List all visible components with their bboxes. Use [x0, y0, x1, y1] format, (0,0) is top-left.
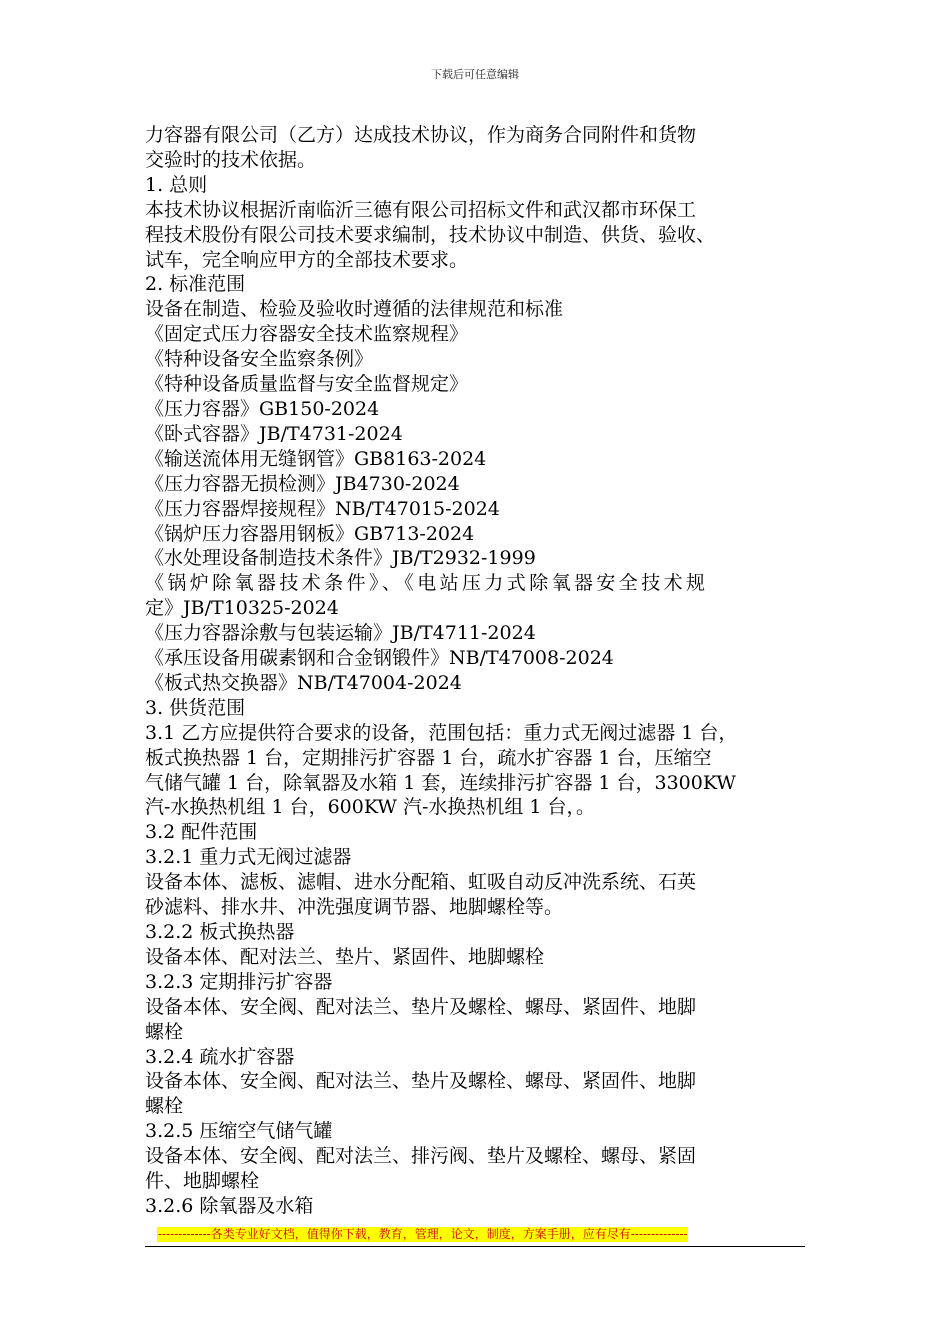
section-heading-general: 1. 总则 — [145, 173, 208, 196]
standard-item: 《压力容器无损检测》JB4730-2024 — [145, 472, 460, 495]
standard-item: 《特种设备安全监察条例》 — [145, 348, 374, 371]
subsection-heading: 3.2 配件范围 — [145, 821, 258, 844]
standard-item: 《板式热交换器》NB/T47004-2024 — [145, 671, 462, 694]
standard-item: 《水处理设备制造技术条件》JB/T2932-1999 — [145, 547, 536, 570]
standard-item: 《压力容器焊接规程》NB/T47015-2024 — [145, 497, 500, 520]
subsection-heading: 3.2.1 重力式无阀过滤器 — [145, 846, 352, 869]
subsection-heading: 3.2.3 定期排污扩容器 — [145, 970, 333, 993]
text-line: 程技术股份有限公司技术要求编制，技术协议中制造、供货、验收、 — [145, 223, 716, 246]
text-line: 试车，完全响应甲方的全部技术要求。 — [145, 248, 469, 271]
text-line: 件、地脚螺栓 — [145, 1170, 260, 1193]
subsection-heading: 3.2.5 压缩空气储气罐 — [145, 1120, 333, 1143]
text-line: 设备本体、安全阀、配对法兰、排污阀、垫片及螺栓、螺母、紧固 — [145, 1145, 697, 1168]
text-line: 设备本体、安全阀、配对法兰、垫片及螺栓、螺母、紧固件、地脚 — [145, 995, 697, 1018]
standard-item: 《压力容器》GB150-2024 — [145, 397, 380, 420]
section-heading-standards: 2. 标准范围 — [145, 273, 246, 296]
section-heading-supply: 3. 供货范围 — [145, 696, 246, 719]
subsection-heading: 3.2.6 除氧器及水箱 — [145, 1194, 314, 1217]
standard-item: 《锅炉除氧器技术条件》、《电站压力式除氧器安全技术规 — [145, 572, 709, 595]
standard-item: 《承压设备用碳素钢和合金钢锻件》NB/T47008-2024 — [145, 647, 614, 670]
standard-item: 定》JB/T10325-2024 — [145, 597, 339, 620]
text-line: 设备本体、滤板、滤帽、进水分配箱、虹吸自动反冲洗系统、石英 — [145, 871, 697, 894]
page-footer — [145, 1225, 805, 1247]
subsection-heading: 3.2.2 板式换热器 — [145, 921, 295, 943]
subsection-heading: 3.2.4 疏水扩容器 — [145, 1045, 295, 1068]
page-header-note: 下载后可任意编辑 — [431, 68, 519, 81]
text-line: 设备本体、配对法兰、垫片、紧固件、地脚螺栓 — [145, 945, 545, 968]
text-line: 本技术协议根据沂南临沂三德有限公司招标文件和武汉都市环保工 — [145, 198, 697, 221]
standard-item: 《特种设备质量监督与安全监督规定》 — [145, 373, 469, 396]
standard-item: 《输送流体用无缝钢管》GB8163-2024 — [145, 447, 487, 470]
text-line: 砂滤料、排水井、冲洗强度调节器、地脚螺栓等。 — [145, 896, 564, 919]
standard-item: 《卧式容器》JB/T4731-2024 — [145, 422, 403, 445]
text-line: 板式换热器 1 台，定期排污扩容器 1 台，疏水扩容器 1 台，压缩空 — [145, 746, 712, 769]
text-line: 螺栓 — [145, 1095, 184, 1118]
text-line: 3.1 乙方应提供符合要求的设备，范围包括：重力式无阀过滤器 1 台， — [145, 721, 738, 744]
standard-item: 《固定式压力容器安全技术监察规程》 — [145, 323, 469, 346]
standard-item: 《锅炉压力容器用钢板》GB713-2024 — [145, 522, 475, 545]
text-line: 设备在制造、检验及验收时遵循的法律规范和标准 — [145, 298, 564, 321]
standard-item: 《压力容器涂敷与包装运输》JB/T4711-2024 — [145, 622, 536, 645]
text-line: 汽-水换热机组 1 台，600KW 汽-水换热机组 1 台，。 — [145, 796, 596, 819]
text-line: 气储气罐 1 台，除氧器及水箱 1 套，连续排污扩容器 1 台，3300KW — [145, 771, 736, 794]
text-line: 设备本体、安全阀、配对法兰、垫片及螺栓、螺母、紧固件、地脚 — [145, 1070, 697, 1093]
text-line: 交验时的技术依据。 — [145, 148, 317, 171]
text-line: 螺栓 — [145, 1020, 184, 1043]
document-body — [145, 123, 815, 1219]
text-line: 力容器有限公司（乙方）达成技术协议，作为商务合同附件和货物 — [145, 124, 697, 146]
footer-banner: -------------各类专业好文档，值得你下载，教育，管理，论文，制度，方案手册，应有尽有-------------- — [158, 1227, 688, 1241]
